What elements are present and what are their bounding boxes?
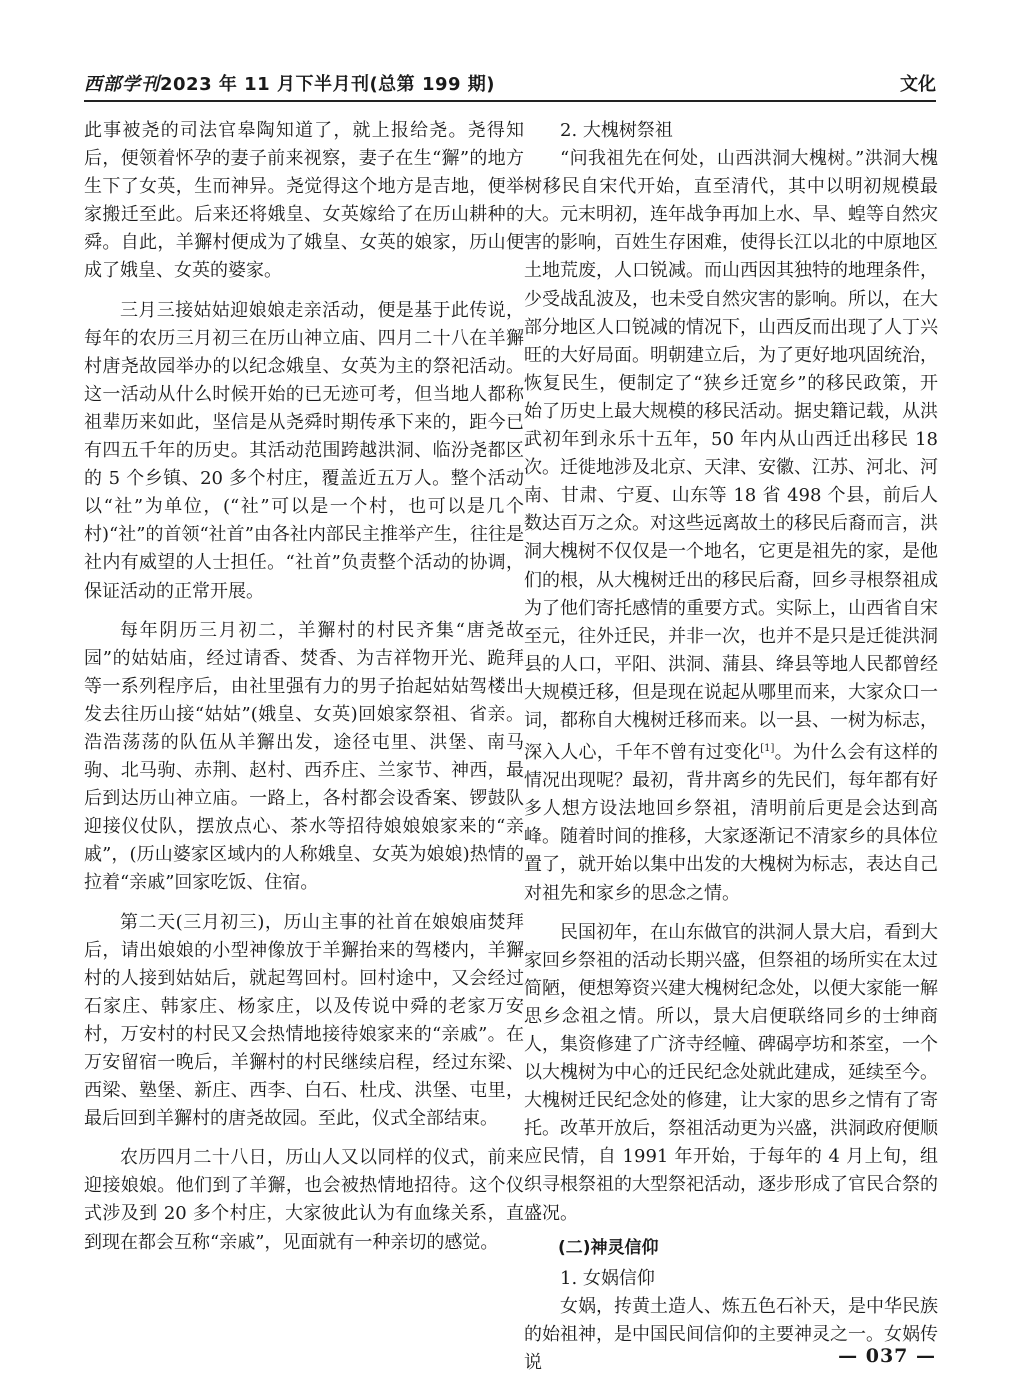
subsection-heading: 1. 女娲信仰 [560,1267,655,1289]
paragraph: 农历四月二十八日，历山人又以同样的仪式，前来迎接娘娘。他们到了羊獬，也会被热情地招待。这个仪式涉及到 20 多个村庄，大家彼此认为有血缘关系，直到现在都会互称“亲戚”，见面就有一种亲切的感觉。 [84,1147,524,1253]
journal-logo: 西部学刊 [84,74,160,95]
page-header [84,66,936,98]
paragraph: 每年阴历三月初二，羊獬村的村民齐集“唐尧故园”的姑姑庙，经过请香、焚香、为吉祥物开光、跪拜等一系列程序后，由社里强有力的男子抬起姑姑驾楼出发去往历山接“姑姑”(娥皇、女英)回娘家祭祖、省亲。浩浩荡荡的队伍从羊獬出发，途径屯里、洪堡、南马驹、北马驹、赤荆、赵村、西乔庄、兰家节、神西，最后到达历山神立庙。一路上，各村都会设香案、锣鼓队迎接仪仗队，摆放点心、茶水等招待娘娘娘家来的“亲戚”，(历山婆家区域内的人称娥皇、女英为娘娘)热情的拉着“亲戚”回家吃饭、住宿。 [84,619,524,894]
paragraph-text-tail: 。为什么会有这样的情况出现呢？最初，背井离乡的先民们，每年都有好多人想方设法地回乡祭祖，清明前后更是会达到高峰。随着时间的推移，大家逐渐记不清家乡的具体位置了，就开始以集中出发的大槐树为标志，表达自己对祖先和家乡的思念之情。 [524,742,939,904]
header-rule [84,100,936,102]
subsection-heading: 2. 大槐树祭祖 [560,120,673,141]
page-number: — 037 — [838,1345,936,1367]
right-column [524,117,938,1377]
left-column [84,117,524,1257]
citation-ref: [1] [760,743,775,755]
paragraph: 三月三接姑姑迎娘娘走亲活动，便是基于此传说，每年的农历三月初三在历山神立庙、四月二十八在羊獬村唐尧故园举办的以纪念娥皇、女英为主的祭祀活动。这一活动从什么时候开始的已无迹可考，但当地人都称祖辈历来如此，坚信是从尧舜时期传承下来的，距今已有四五千年的历史。其活动范围跨越洪洞、临汾尧都区的 5 个乡镇、20 多个村庄，覆盖近五万人。整个活动以“社”为单位，(“社”可以是一个村，也可以是几个村)“社”的首领“社首”由各社内部民主推举产生，往往是社内有威望的人士担任。“社首”负责整个活动的协调，保证活动的正常开展。 [84,299,524,602]
section-label: 文化 [900,74,936,95]
paragraph-text: “问我祖先在何处，山西洪洞大槐树。”洪洞大槐树移民自宋代开始，直至清代，其中以明初规模最大。元末明初，连年战争再加上水、旱、蝗等自然灾害的影响，百姓生存困难，使得长江以北的中原地区土地荒废，人口锐减。而山西因其独特的地理条件，少受战乱波及，也未受自然灾害的影响。所以，在大部分地区人口锐减的情况下，山西反而出现了人丁兴旺的大好局面。明朝建立后，为了更好地巩固统治，恢复民生，便制定了“狭乡迁宽乡”的移民政策，开始了历史上最大规模的移民活动。据史籍记载，从洪武初年到永乐十五年，50 年内从山西迁出移民 18 次。迁徙地涉及北京、天津、安徽、江苏、河北、河南、甘肃、宁夏、山东等 18 省 498 个县，前后人数达百万之众。对这些远离故土的移民后裔而言，洪洞大槐树不仅仅是一个地名，它更是祖先的家，是他们的根，从大槐树迁出的移民后裔，回乡寻根祭祖成为了他们寄托感情的重要方式。实际上，山西省自宋至元，往外迁民，并非一次，也并不是只是迁徙洪洞县的人口，平阳、洪洞、蒲县、绛县等地人民都曾经大规模迁移，但是现在说起从哪里而来，大家众口一词，都称自大槐树迁移而来。以一县、一树为标志，深入人心，千年不曾有过变化 [524,148,938,764]
paragraph: 此事被尧的司法官皋陶知道了，就上报给尧。尧得知后，便领着怀孕的妻子前来视察，妻子在生“獬”的地方生下了女英，生而神异。尧觉得这个地方是吉地，便举家搬迁至此。后来还将娥皇、女英嫁给了在历山耕种的舜。自此，羊獬村便成为了娥皇、女英的娘家，历山便成了娥皇、女英的婆家。 [84,120,524,282]
section-heading: (二)神灵信仰 [558,1237,659,1258]
journal-title [84,70,495,96]
paragraph: 第二天(三月初三)，历山主事的社首在娘娘庙焚拜后，请出娘娘的小型神像放于羊獬抬来的驾楼内，羊獬村的人接到姑姑后，就起驾回村。回村途中，又会经过石家庄、韩家庄、杨家庄，以及传说中舜的老家万安村，万安村的村民又会热情地接待娘家来的“亲戚”。在万安留宿一晚后，羊獬村的村民继续启程，经过东梁、西梁、塾堡、新庄、西李、白石、杜戌、洪堡、屯里，最后回到羊獬村的唐尧故园。至此，仪式全部结束。 [84,911,524,1130]
paragraph [524,145,938,908]
journal-issue: 2023 年 11 月下半月刊(总第 199 期) [160,74,496,95]
paragraph: 女娲，抟黄土造人、炼五色石补天，是中华民族的始祖神，是中国民间信仰的主要神灵之一。女娲传说 [524,1295,938,1374]
paragraph: 民国初年，在山东做官的洪洞人景大启，看到大家回乡祭祖的活动长期兴盛，但祭祖的场所实在太过简陋，便想筹资兴建大槐树纪念处，以便大家能一解思乡念祖之情。所以，景大启便联络同乡的士绅商人，集资修建了广济寺经幢、碑碣亭坊和茶室，一个以大槐树为中心的迁民纪念处就此建成，延续至今。大槐树迁民纪念处的修建，让大家的思乡之情有了寄托。改革开放后，祭祖活动更为兴盛，洪洞政府便顺应民情，自 1991 年开始，于每年的 4 月上旬，组织寻根祭祖的大型祭祀活动，逐步形成了官民合祭的盛况。 [524,921,938,1224]
